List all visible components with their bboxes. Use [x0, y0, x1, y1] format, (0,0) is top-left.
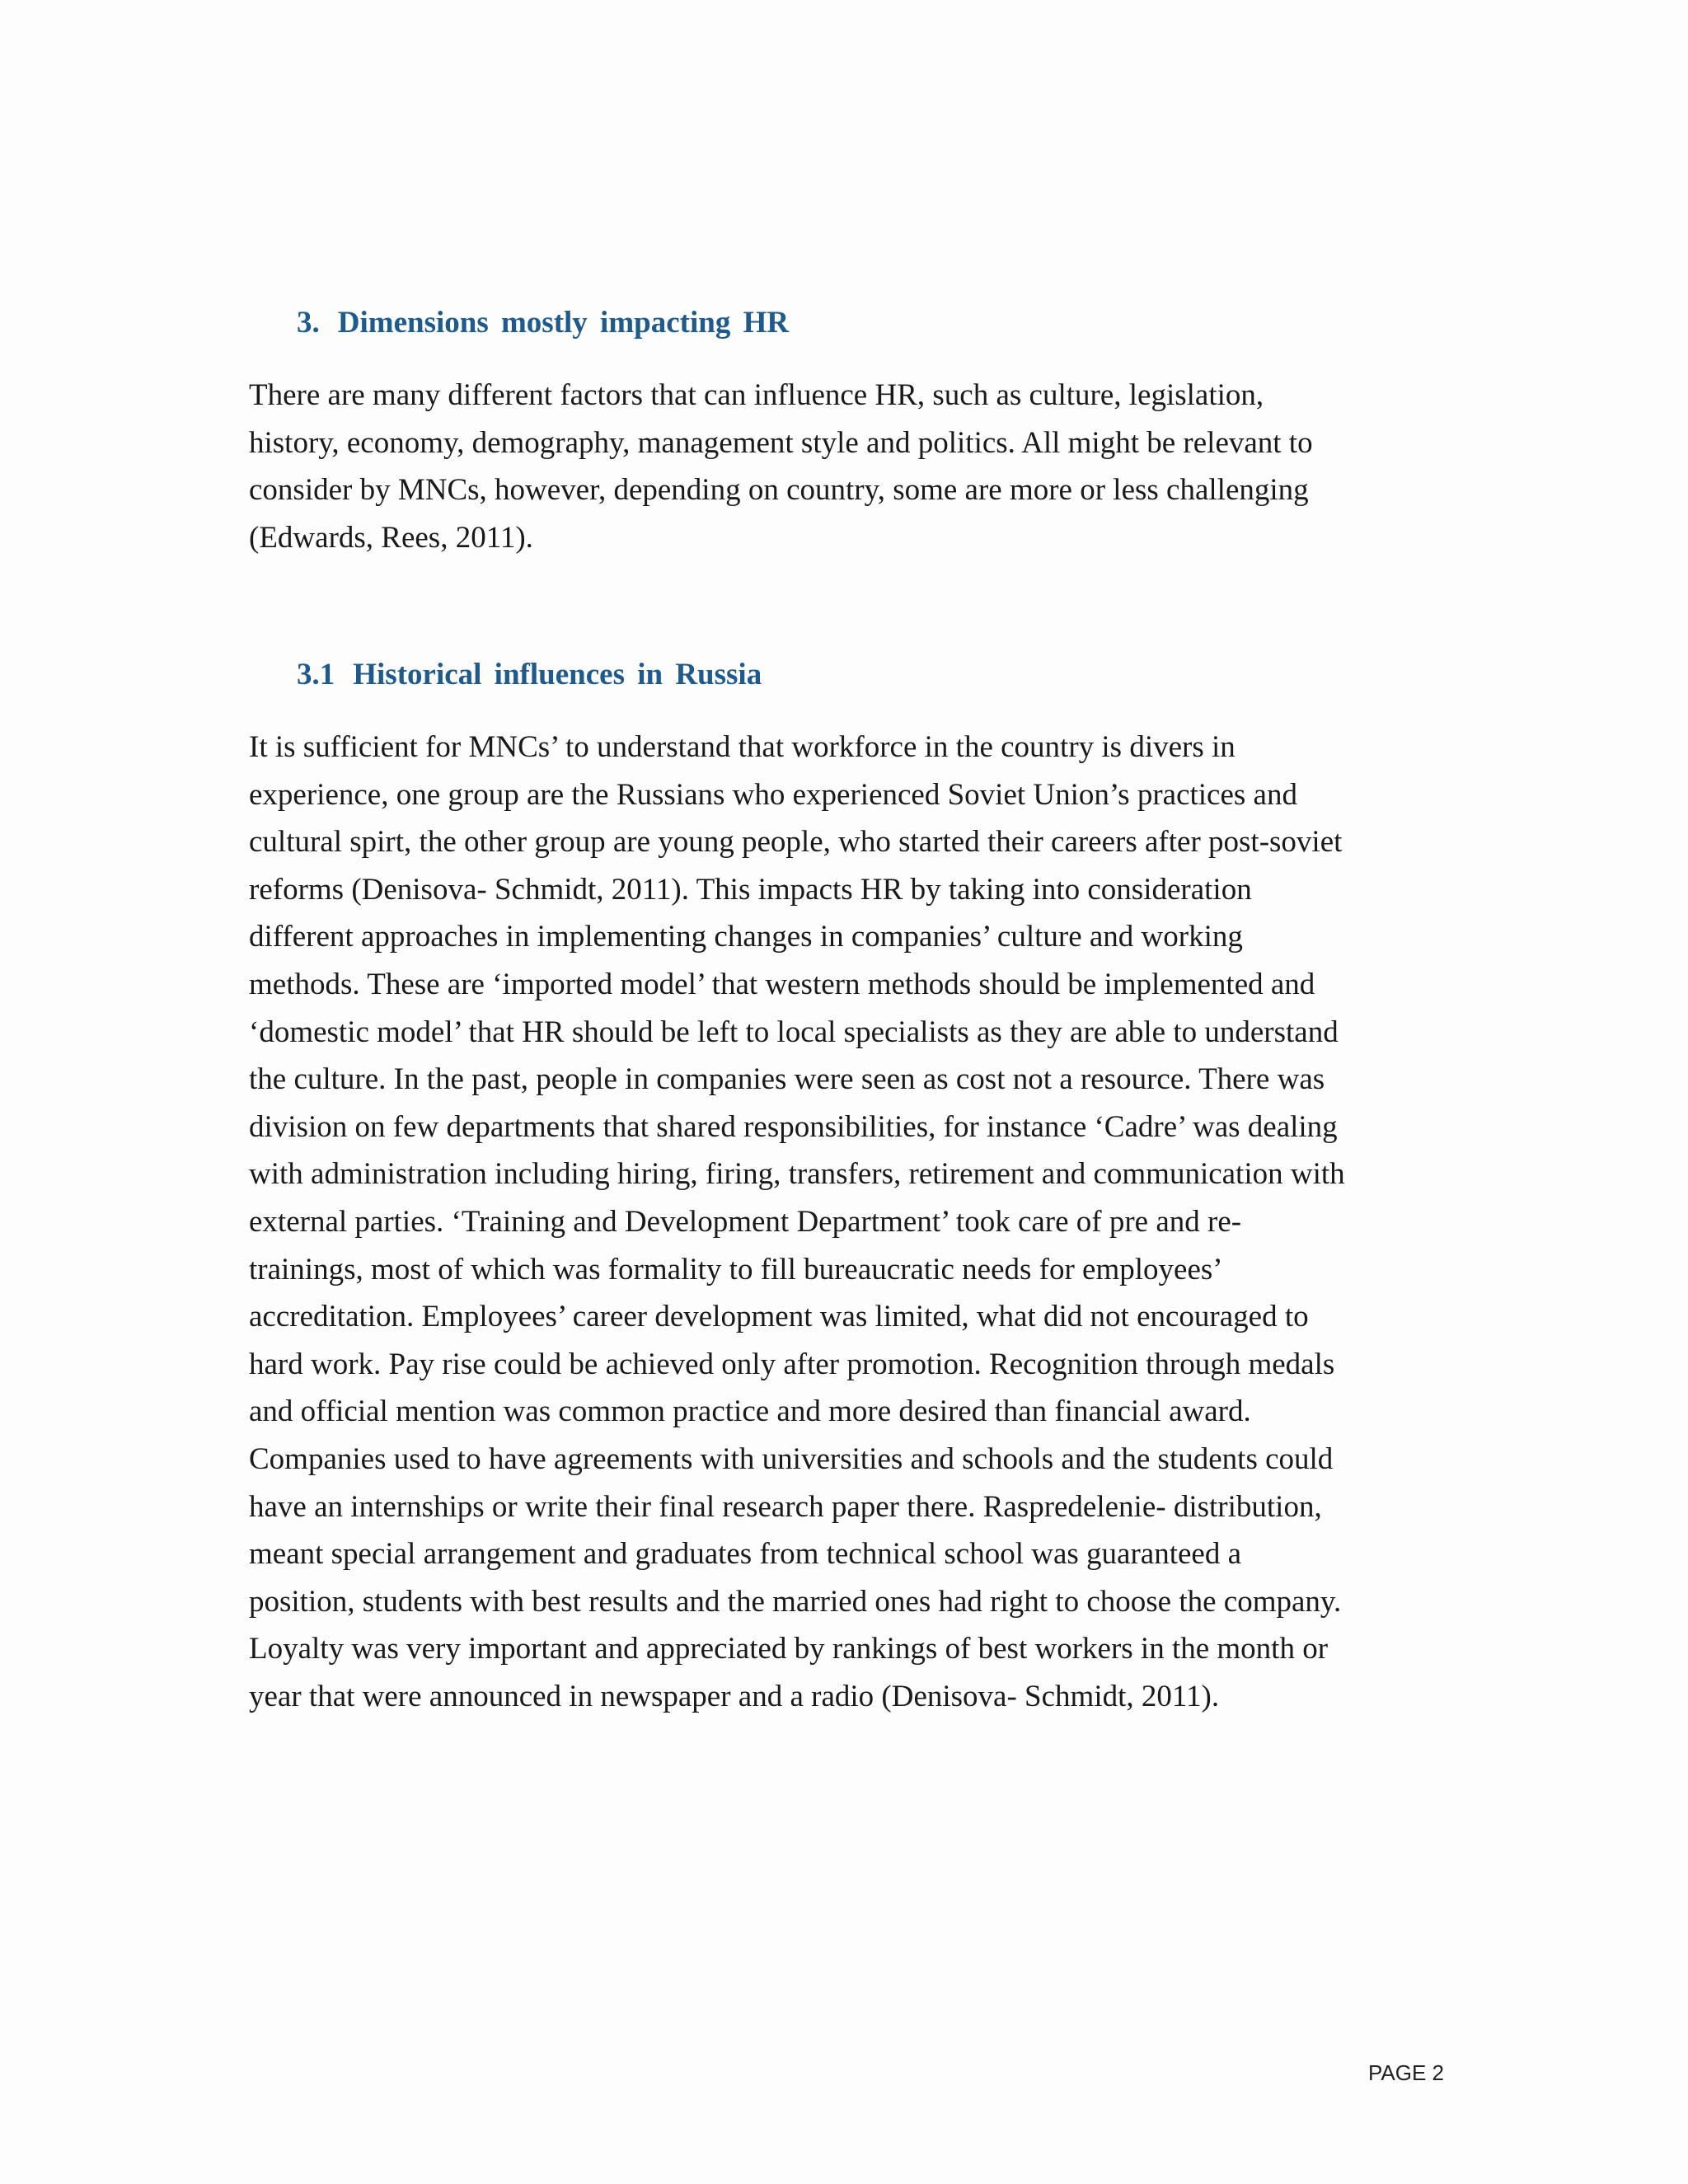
paragraph-line: with administration including hiring, firing, transfers, retirement and communication with: [249, 1157, 1345, 1192]
paragraph-line: (Edwards, Rees, 2011).: [249, 520, 533, 555]
section-3-number: 3.: [297, 306, 320, 340]
section-3-1-heading: [297, 657, 762, 692]
paragraph-line: hard work. Pay rise could be achieved only after promotion. Recognition through medals: [249, 1347, 1335, 1381]
paragraph-line: ‘domestic model’ that HR should be left to local specialists as they are able to understand: [249, 1015, 1339, 1049]
paragraph-line: trainings, most of which was formality to fill bureaucratic needs for employees’: [249, 1252, 1223, 1286]
paragraph-line: meant special arrangement and graduates from technical school was guaranteed a: [249, 1537, 1242, 1572]
paragraph-line: different approaches in implementing changes in companies’ culture and working: [249, 920, 1243, 954]
section-3-paragraph: [249, 372, 1313, 561]
section-3-1-paragraph: [249, 724, 1345, 1720]
page-number: PAGE 2: [1368, 2060, 1445, 2085]
paragraph-line: position, students with best results and the married ones had right to choose the company.: [249, 1584, 1342, 1619]
section-3-heading: [297, 305, 789, 340]
paragraph-line: and official mention was common practice and more desired than financial award.: [249, 1394, 1251, 1429]
paragraph-line: accreditation. Employees’ career development was limited, what did not encouraged to: [249, 1300, 1309, 1334]
paragraph-line: external parties. ‘Training and Development Department’ took care of pre and re-: [249, 1204, 1242, 1239]
paragraph-line: consider by MNCs, however, depending on country, some are more or less challenging: [249, 473, 1309, 508]
paragraph-line: There are many different factors that can influence HR, such as culture, legislation,: [249, 378, 1264, 412]
section-3-title: Dimensions mostly impacting HR: [337, 306, 790, 340]
section-3-1-title: Historical influences in Russia: [353, 658, 762, 691]
paragraph-line: Loyalty was very important and appreciated by rankings of best workers in the month or: [249, 1632, 1329, 1666]
paragraph-line: have an internships or write their final research paper there. Raspredelenie- distribution,: [249, 1489, 1322, 1524]
paragraph-line: It is sufficient for MNCs’ to understand that workforce in the country is divers in: [249, 730, 1236, 764]
paragraph-line: methods. These are ‘imported model’ that western methods should be implemented and: [249, 967, 1315, 1001]
paragraph-line: the culture. In the past, people in companies were seen as cost not a resource. There was: [249, 1062, 1325, 1097]
section-3-1-number: 3.1: [297, 658, 335, 691]
paragraph-line: history, economy, demography, management style and politics. All might be relevant to: [249, 425, 1313, 460]
paragraph-line: year that were announced in newspaper and a radio (Denisova- Schmidt, 2011).: [249, 1679, 1220, 1713]
paragraph-line: Companies used to have agreements with universities and schools and the students could: [249, 1441, 1334, 1476]
paragraph-line: division on few departments that shared responsibilities, for instance ‘Cadre’ was dealing: [249, 1109, 1338, 1144]
paragraph-line: experience, one group are the Russians who experienced Soviet Union’s practices and: [249, 777, 1297, 812]
paragraph-line: reforms (Denisova- Schmidt, 2011). This impacts HR by taking into consideration: [249, 872, 1252, 907]
paragraph-line: cultural spirt, the other group are young people, who started their careers after post-soviet: [249, 825, 1343, 860]
